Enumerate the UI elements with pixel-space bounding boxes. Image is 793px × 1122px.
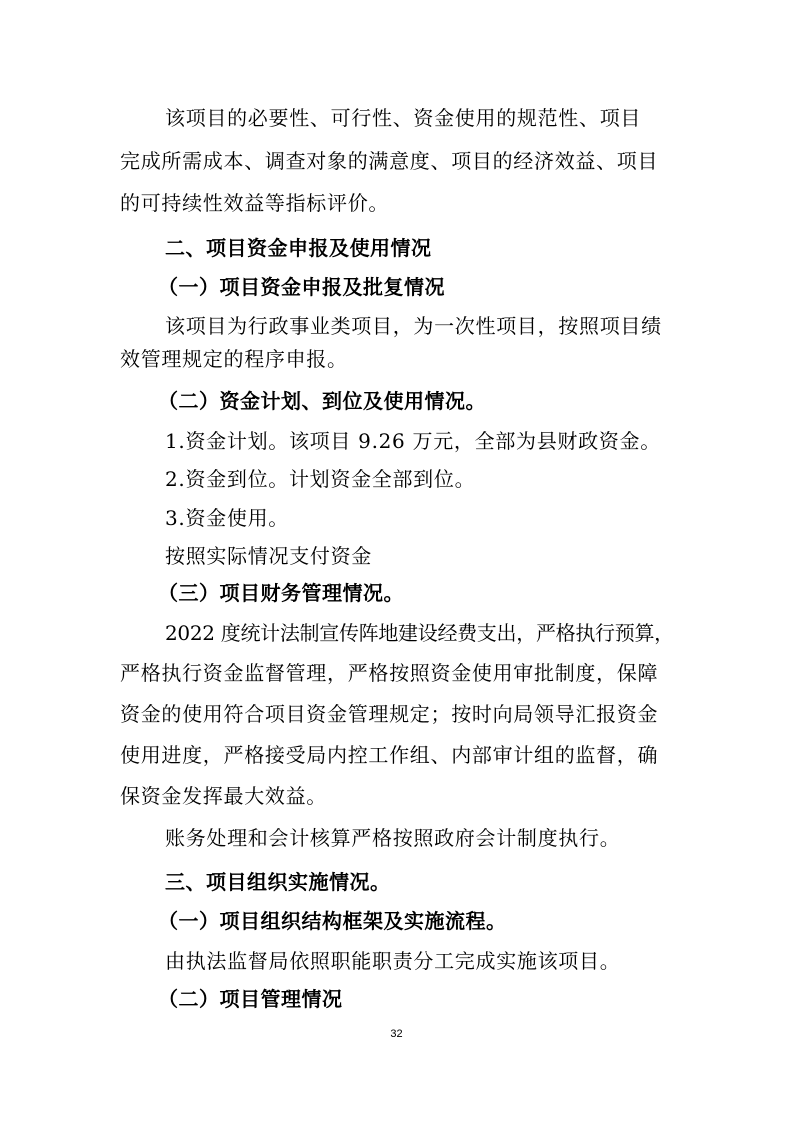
subsection-heading: （二）项目管理情况 [158, 987, 343, 1011]
list-item: 1.资金计划。该项目 9.26 万元，全部为县财政资金。 [165, 429, 661, 453]
body-text-line: 的可持续性效益等指标评价。 [120, 191, 390, 215]
body-text-line: 保资金发挥最大效益。 [120, 784, 327, 808]
section-heading: 二、项目资金申报及使用情况 [165, 236, 432, 260]
body-text-line: 资金的使用符合项目资金管理规定；按时向局领导汇报资金 [120, 702, 659, 726]
subsection-heading: （一）项目资金申报及批复情况 [158, 275, 445, 299]
body-text-line: 账务处理和会计核算严格按照政府会计制度执行。 [165, 826, 621, 850]
section-heading: 三、项目组织实施情况。 [165, 870, 391, 894]
list-item: 2.资金到位。计划资金全部到位。 [165, 467, 476, 491]
body-text-line: 按照实际情况支付资金 [165, 544, 372, 568]
body-text-line: 使用进度，严格接受局内控工作组、内部审计组的监督，确 [120, 743, 659, 767]
body-text-line: 2022 度统计法制宣传阵地建设经费支出，严格执行预算， [165, 621, 674, 645]
body-text-line: 效管理规定的程序申报。 [120, 347, 348, 371]
list-item: 3.资金使用。 [165, 506, 289, 530]
body-text-line: 该项目的必要性、可行性、资金使用的规范性、项目 [165, 106, 642, 130]
subsection-heading: （二）资金计划、到位及使用情况。 [158, 389, 486, 413]
body-text-line: 严格执行资金监督管理，严格按照资金使用审批制度，保障 [120, 661, 659, 685]
subsection-heading: （三）项目财务管理情况。 [158, 581, 404, 605]
body-text-line: 完成所需成本、调查对象的满意度、项目的经济效益、项目 [120, 149, 659, 173]
body-text-line: 由执法监督局依照职能职责分工完成实施该项目。 [165, 949, 621, 973]
body-text-line: 该项目为行政事业类项目，为一次性项目，按照项目绩 [165, 314, 662, 338]
subsection-heading: （一）项目组织结构框架及实施流程。 [158, 909, 507, 933]
page-number: 32 [390, 1028, 403, 1040]
